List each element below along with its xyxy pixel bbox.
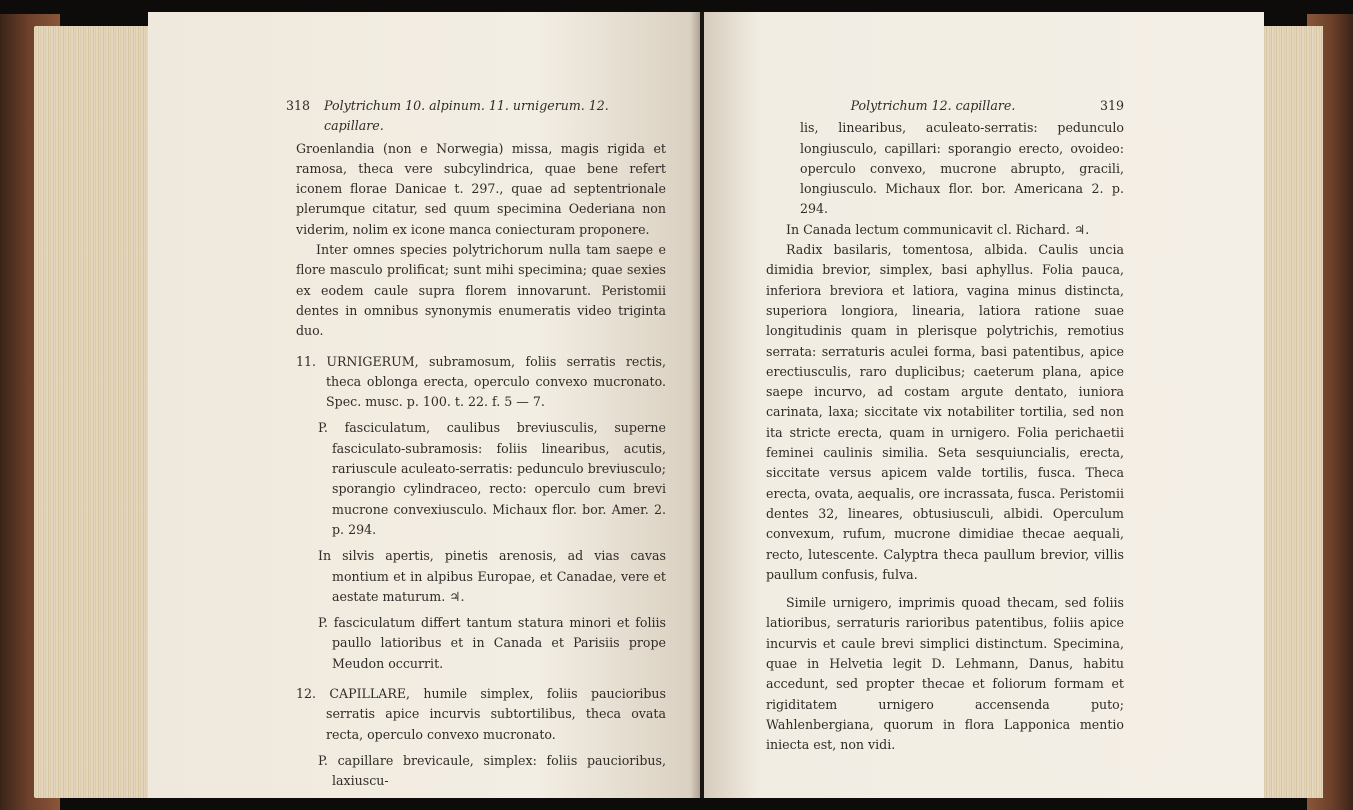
page-edges-left (34, 26, 152, 798)
synonym-continuation: lis, linearibus, aculeato-serratis: pedunculo longiusculo, capillari: sporangio erecto, ovoideo: operculo convexo, mucrone abrupto, gracili, longiusculo. Michaux flor. bor. Americana 2. p. 294. (800, 120, 1124, 217)
left-running-title: Polytrichum 10. alpinum. 11. urnigerum. 12. capillare. (324, 98, 609, 134)
remark-fasciculatum: P. fasciculatum differt tantum statura minori et foliis paullo latioribus et in Canada et Parisiis prope Meudon occurrit. (318, 615, 666, 671)
right-running-title: Polytrichum 12. capillare. (850, 98, 1016, 113)
right-running-head (766, 96, 1124, 116)
left-page (148, 12, 700, 798)
synonym-fasciculatum: P. fasciculatum, caulibus breviusculis, superne fasciculato-subramosis: foliis linearibus, acutis, rariuscule aculeato-serratis: pedunculo breviusculo; sporangio cylindraceo, recto: operculo cum brevi mucrone convexiusculo. Michaux flor. bor. Amer. 2. p. 294. (318, 420, 666, 537)
comparison-paragraph: Simile urnigero, imprimis quoad thecam, sed foliis latioribus, serraturis rarioribus patentibus, foliis apice incurvis et caule brevi simplici distinctum. Specimina, quae in Helvetia legit D. Lehmann, Danus, habitu accedunt, sed propter thecae et foliorum formam et rigiditatem urnigero accensenda puto; Wahlenbergiana, quorum in flora Lapponica mentio iniecta est, non vidi. (766, 595, 1124, 753)
right-page (704, 12, 1264, 798)
description-paragraph: Radix basilaris, tomentosa, albida. Caulis uncia dimidia brevior, simplex, basi aphyllus. Folia pauca, inferiora breviora et latiora, vagina minus distincta, superiora longiora, linearia, latiora ratione suae longitudinis quam in plerisque polytrichis, remotius serrata: serraturis aculei forma, basi patentibus, apice erectiusculis, raro duplicibus; caeterum plana, apice saepe incurvo, ad costam argute dentato, iuniora carinata, laxa; siccitate vix notabiliter tortilia, sed non ita stricte erecta, quam in urnigero. Folia perichaetii feminei caulinis similia. Seta sesquiuncialis, erecta, siccitate versus apicem valde tortilis, fusca. Theca erecta, ovata, aequalis, ore incrassata, fusca. Peristomii dentes 32, lineares, obtusiusculi, albidi. Operculum convexum, rufum, mucrone dimidiae thecae aequali, recto, lutescente. Calyptra theca paullum brevior, villis paullum confusis, fulva. (766, 242, 1124, 582)
habitat-note: In silvis apertis, pinetis arenosis, ad vias cavas montium et in alpibus Europae, et Canadae, vere et aestate maturum. ♃. (318, 548, 666, 604)
species-entry-urnigerum: 11. URNIGERUM, subramosum, foliis serratis rectis, theca oblonga erecta, operculo convexo mucronato. Spec. musc. p. 100. t. 22. f. 5 — 7. (296, 353, 666, 410)
synonym-capillare: P. capillare brevicaule, simplex: foliis paucioribus, laxiuscu- (318, 752, 666, 789)
left-running-head (286, 96, 666, 137)
left-page-number: 318 (286, 98, 311, 113)
right-page-number: 319 (1099, 98, 1124, 113)
species-entry-capillare: 12. CAPILLARE, humile simplex, foliis paucioribus serratis apice incurvis subtortilibus, theca ovata recta, operculo convexo mucronato. (296, 686, 666, 742)
paragraph: Inter omnes species polytrichorum nulla tam saepe e flore masculo prolificat; sunt mihi specimina; quae sexies ex eodem caule supra florem innovarunt. Peristomii dentes in omnibus synonymis enumeratis video triginta duo. (296, 242, 666, 339)
paragraph: Groenlandia (non e Norwegia) missa, magis rigida et ramosa, theca vere subcylindrica, quae bene refert iconem florae Danicae t. 297., quae ad septentrionale plerumque citatur, sed quum specimina Oederiana non viderim, nolim ex icone manca coniecturam proponere. (296, 140, 666, 237)
collection-note: In Canada lectum communicavit cl. Richard. ♃. (786, 221, 1090, 237)
